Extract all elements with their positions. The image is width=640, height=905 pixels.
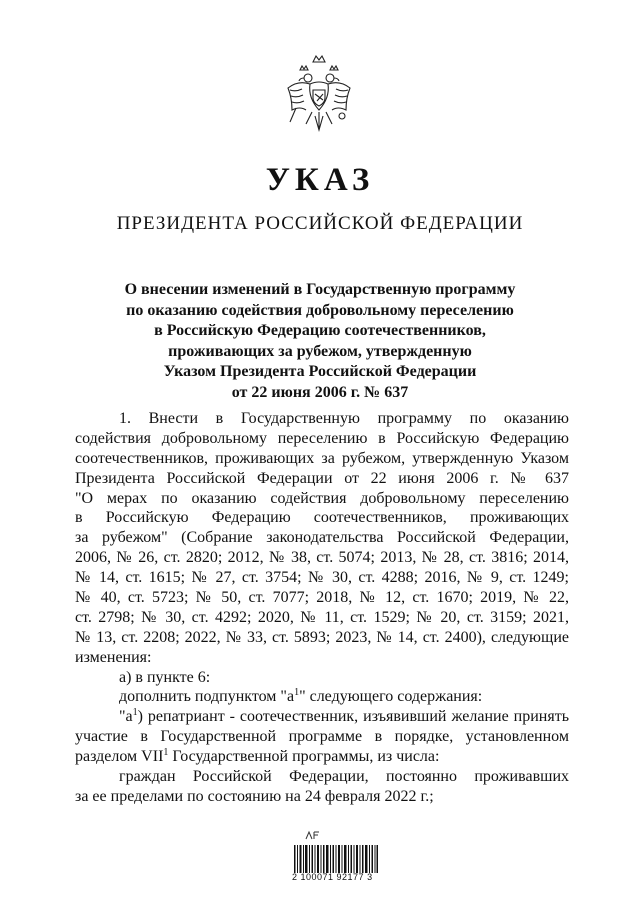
title-line: по оказанию содействия добровольному переселению (126, 301, 514, 319)
decree-title (100, 280, 540, 403)
title-line: от 22 июня 2006 г. № 637 (231, 383, 409, 401)
body-line: 2006, № 26, ст. 2820; 2012, № 38, ст. 5074; 2013, № 28, ст. 3816; 2014, (75, 549, 569, 567)
quote-line (75, 707, 569, 727)
issuer-heading: ПРЕЗИДЕНТА РОССИЙСКОЙ ФЕДЕРАЦИИ (116, 213, 524, 234)
body-line: № 40, ст. 5723; № 50, ст. 7077; 2018, № 12, ст. 1670; 2019, № 22, (75, 589, 569, 607)
subpoint-a: а) в пункте 6: (119, 668, 211, 686)
body-line: Президента Российской Федерации от 22 июня 2006 г. № 637 (75, 469, 569, 487)
superscript: 1 (294, 687, 300, 699)
body-line: № 13, ст. 2208; 2022, № 33, ст. 5893; 2023, № 14, ст. 2400), следующие (75, 628, 569, 646)
coat-of-arms-emblem (282, 50, 356, 142)
body-line: № 14, ст. 1615; № 27, ст. 3754; № 30, ст. 4288; 2016, № 9, ст. 1249; (75, 569, 569, 587)
body-line: ст. 2798; № 30, ст. 4292; 2020, № 11, ст. 1529; № 20, ст. 3159; 2021, (75, 608, 569, 626)
barcode-number: 2 100071 92177 3 (292, 872, 373, 882)
superscript: 1 (163, 747, 169, 759)
quote-text (119, 708, 569, 725)
quote-line: участие в Государственной программе в порядке, установленном (75, 728, 569, 746)
body-line: содействия добровольному переселению в Российскую Федерацию (75, 429, 569, 447)
body-line: "О мерах по оказанию содействия добровольному переселению (75, 489, 569, 507)
supplement-text: дополнить подпунктом "а (119, 688, 295, 706)
supplement-line (75, 687, 569, 707)
printer-mark-icon (304, 829, 322, 841)
body-line: за рубежом" (Собрание законодательства Российской Федерации, (75, 529, 569, 547)
body-line: изменения: (75, 648, 152, 666)
supplement-text: " следующего содержания: (299, 688, 483, 706)
body-line: соотечественников, проживающих за рубежом, утвержденную Указом (75, 449, 569, 467)
body-line: в Российскую Федерацию соотечественников, проживающих (75, 509, 569, 527)
quote-text: Государственной программы, из числа: (168, 748, 440, 766)
quote-line (75, 747, 569, 767)
title-line: Указом Президента Российской Федерации (163, 363, 477, 380)
superscript: 1 (132, 707, 138, 719)
quote-text: ) репатриант - соотечественник, изъявивший желание принять (137, 708, 569, 726)
title-line: в Российскую Федерацию соотечественников, (154, 322, 486, 339)
quote-open: "а (119, 708, 133, 726)
decree-body (75, 409, 569, 807)
barcode-icon (294, 845, 378, 873)
document-type-heading: УКАЗ (265, 162, 375, 198)
title-line: О внесении изменений в Государственную программу (124, 281, 516, 298)
citizens-line: за ее пределами по состоянию на 24 февраля 2022 г.; (75, 787, 434, 805)
citizens-line: граждан Российской Федерации, постоянно проживавших (119, 768, 569, 786)
quote-text: разделом VII (75, 748, 164, 766)
title-line: проживающих за рубежом, утвержденную (168, 342, 472, 360)
body-line: 1. Внести в Государственную программу по оказанию (119, 410, 569, 427)
